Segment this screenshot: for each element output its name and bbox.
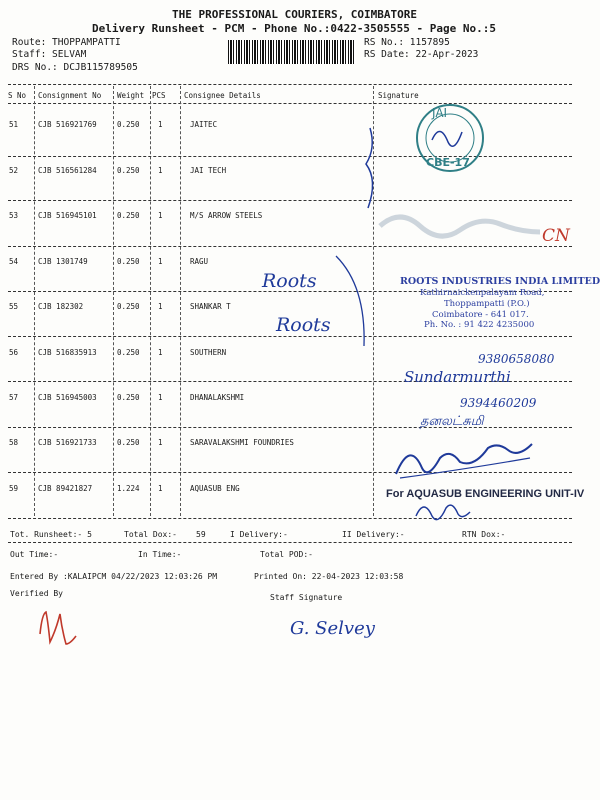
rtn-dox: RTN Dox:-: [462, 530, 506, 539]
out-time: Out Time:-: [10, 550, 59, 559]
row-sno: 57: [9, 393, 19, 402]
signature-58: [390, 434, 540, 484]
cn-mark: CN: [542, 226, 570, 246]
col-consignee: Consignee Details: [184, 91, 261, 100]
drs-no: DRS No.: DCJB115789505: [12, 62, 138, 73]
row-consignee: AQUASUB ENG: [190, 484, 240, 493]
row-consignment: CJB 516945003: [38, 393, 97, 402]
total-dox-value: 59: [196, 530, 206, 539]
row-weight: 0.250: [117, 348, 140, 357]
tot-runsheet: Tot. Runsheet:- 5: [10, 530, 92, 539]
ii-delivery: II Delivery:-: [342, 530, 405, 539]
row-sno: 52: [9, 166, 19, 175]
row-consignee: M/S ARROW STEELS: [190, 211, 263, 220]
col-separator: [180, 86, 181, 516]
col-signature: Signature: [378, 91, 419, 100]
row-consignment: CJB 182302: [38, 302, 84, 311]
col-sno: S No: [8, 91, 27, 100]
row-sno: 56: [9, 348, 19, 357]
staff: Staff: SELVAM: [12, 49, 87, 60]
col-pcs: PCS: [152, 91, 166, 100]
roots-stamp-line3: Thoppampatti (P.O.): [444, 299, 530, 309]
verified-by: Verified By: [10, 589, 63, 598]
row-weight: 0.250: [117, 438, 140, 447]
runsheet-subtitle: Delivery Runsheet - PCM - Phone No.:0422-3505555 - Page No.:5: [92, 22, 496, 35]
row-consignment: CJB 516921769: [38, 120, 97, 129]
row-sno: 55: [9, 302, 19, 311]
divider: [8, 246, 572, 247]
roots-stamp-line5: Ph. No. : 91 422 4235000: [424, 320, 535, 330]
divider: [8, 84, 572, 85]
handwritten-roots-2: Roots: [276, 314, 331, 336]
row-consignment: CJB 89421827: [38, 484, 93, 493]
signature-59: [410, 496, 480, 526]
row-consignment: CJB 516561284: [38, 166, 97, 175]
divider: [8, 336, 572, 337]
row-sno: 59: [9, 484, 19, 493]
staff-signature: G. Selvey: [290, 618, 375, 639]
divider: [8, 427, 572, 428]
handwritten-tamil-57: தனலட்சுமி: [420, 414, 484, 429]
handwritten-phone-1: 9380658080: [478, 352, 555, 366]
row-consignment: CJB 516945101: [38, 211, 97, 220]
stamp-cbe-text: CBE-17: [426, 156, 470, 169]
handwritten-phone-2: 9394460209: [460, 396, 537, 410]
row-sno: 54: [9, 257, 19, 266]
row-consignment: CJB 516835913: [38, 348, 97, 357]
row-pcs: 1: [158, 484, 163, 493]
row-consignee: DHANALAKSHMI: [190, 393, 245, 402]
row-pcs: 1: [158, 393, 163, 402]
row-weight: 0.250: [117, 166, 140, 175]
col-weight: Weight: [117, 91, 145, 100]
roots-stamp-line1: ROOTS INDUSTRIES INDIA LIMITED: [400, 276, 600, 287]
stamp-jai-text: JAI: [432, 106, 448, 120]
row-consignment: CJB 1301749: [38, 257, 88, 266]
row-pcs: 1: [158, 257, 163, 266]
divider: [8, 518, 572, 519]
row-consignment: CJB 516921733: [38, 438, 97, 447]
row-consignee: JAITEC: [190, 120, 218, 129]
row-weight: 0.250: [117, 393, 140, 402]
row-weight: 0.250: [117, 257, 140, 266]
row-weight: 0.250: [117, 211, 140, 220]
divider: [8, 542, 572, 543]
handwritten-roots-1: Roots: [262, 270, 317, 292]
faded-signature: [376, 206, 546, 246]
row-sno: 53: [9, 211, 19, 220]
divider: [8, 200, 572, 201]
printed-on: Printed On: 22-04-2023 12:03:58: [254, 572, 404, 581]
col-separator: [34, 86, 35, 516]
verified-signature: [32, 604, 82, 650]
total-pod: Total POD:-: [260, 550, 313, 559]
row-sno: 58: [9, 438, 19, 447]
row-pcs: 1: [158, 348, 163, 357]
col-separator: [113, 86, 114, 516]
entered-by: Entered By :KALAIPCM 04/22/2023 12:03:26 PM: [10, 572, 218, 581]
row-pcs: 1: [158, 302, 163, 311]
handwritten-name-56: Sundarmurthi: [404, 368, 511, 386]
brace-mark: [356, 124, 396, 214]
row-pcs: 1: [158, 120, 163, 129]
row-pcs: 1: [158, 211, 163, 220]
row-pcs: 1: [158, 166, 163, 175]
long-stroke: [330, 250, 390, 350]
row-consignee: SHANKAR T: [190, 302, 231, 311]
row-consignee: RAGU: [190, 257, 209, 266]
rs-no: RS No.: 1157895: [364, 37, 450, 48]
row-weight: 0.250: [117, 302, 140, 311]
col-consignment: Consignment No: [38, 91, 102, 100]
col-separator: [150, 86, 151, 516]
row-consignee: JAI TECH: [190, 166, 227, 175]
company-title: THE PROFESSIONAL COURIERS, COIMBATORE: [172, 8, 418, 21]
roots-stamp-line2: Kathirnaickenpalayam Road,: [420, 288, 545, 298]
row-weight: 0.250: [117, 120, 140, 129]
i-delivery: I Delivery:-: [230, 530, 288, 539]
row-weight: 1.224: [117, 484, 140, 493]
row-pcs: 1: [158, 438, 163, 447]
row-sno: 51: [9, 120, 19, 129]
row-consignee: SARAVALAKSHMI FOUNDRIES: [190, 438, 294, 447]
route: Route: THOPPAMPATTI: [12, 37, 121, 48]
row-consignee: SOUTHERN: [190, 348, 227, 357]
roots-stamp-line4: Coimbatore - 641 017.: [432, 310, 529, 320]
aquasub-stamp: For AQUASUB ENGINEERING UNIT-IV: [386, 488, 585, 500]
barcode: [228, 40, 356, 64]
in-time: In Time:-: [138, 550, 182, 559]
staff-signature-label: Staff Signature: [270, 593, 343, 602]
rs-date: RS Date: 22-Apr-2023: [364, 49, 479, 60]
total-dox-label: Total Dox:-: [124, 530, 177, 539]
